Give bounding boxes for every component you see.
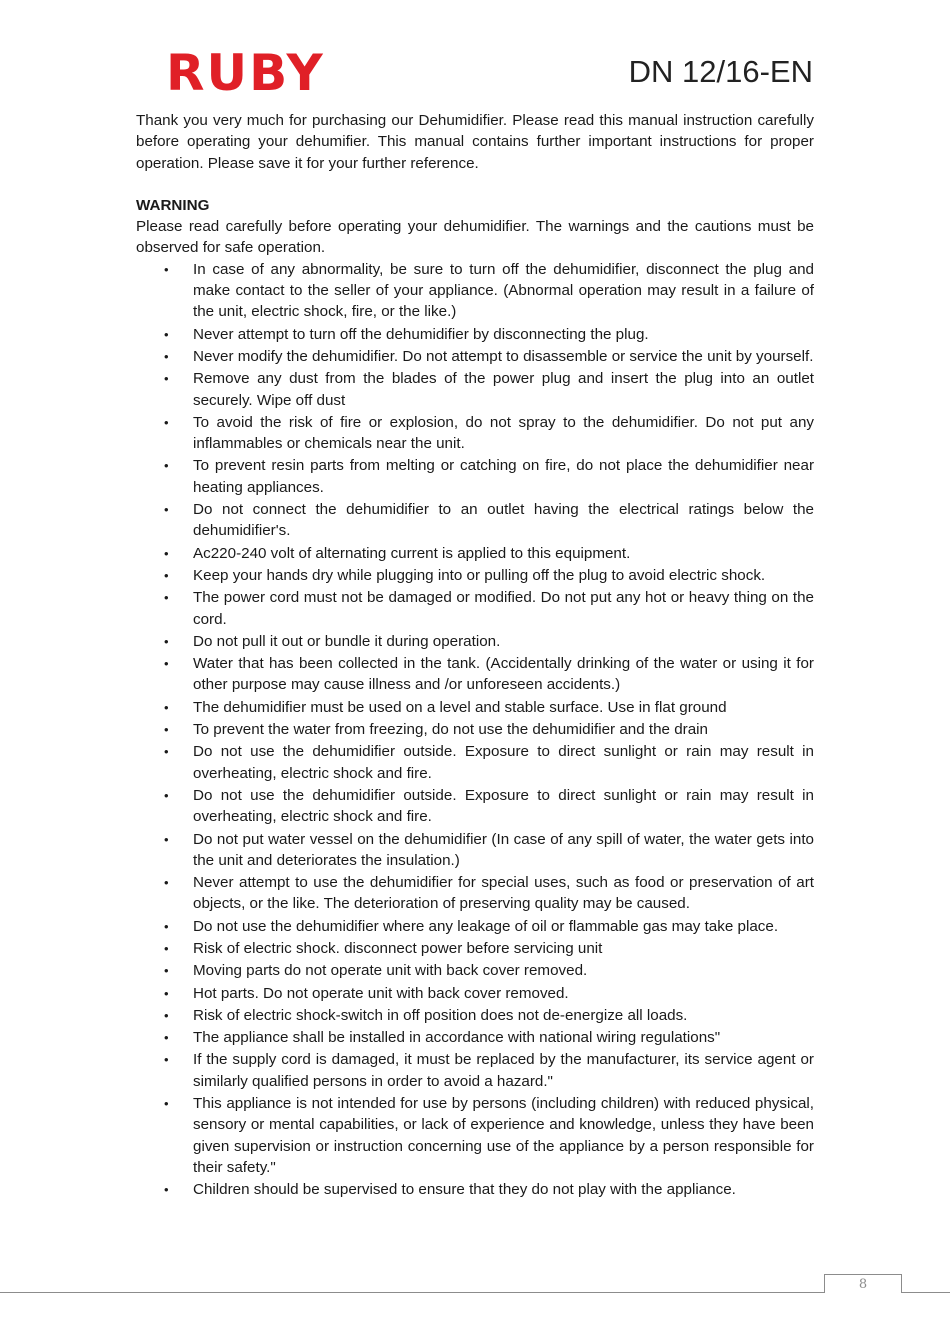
warning-item <box>136 697 814 718</box>
bullet-icon: • <box>164 1096 169 1112</box>
warning-item-text: Never modify the dehumidifier. Do not attempt to disassemble or service the unit by yourself. <box>193 347 814 365</box>
bullet-icon: • <box>164 1007 169 1023</box>
bullet-icon: • <box>164 414 169 430</box>
bullet-icon: • <box>164 787 169 803</box>
warning-item-text: Hot parts. Do not operate unit with back cover removed. <box>193 984 569 1002</box>
document-code: DN 12/16-EN <box>628 54 813 89</box>
warning-item-text: Risk of electric shock. disconnect power before servicing unit <box>193 939 603 957</box>
warning-item <box>136 631 814 652</box>
bullet-icon: • <box>164 567 169 583</box>
warning-item <box>136 960 814 981</box>
warning-item-text: To prevent the water from freezing, do not use the dehumidifier and the drain <box>193 721 708 739</box>
warning-item-text: Ac220-240 volt of alternating current is applied to this equipment. <box>193 544 631 562</box>
bullet-icon: • <box>164 1052 169 1068</box>
warning-item <box>136 741 814 784</box>
warning-item-text: Children should be supervised to ensure that they do not play with the appliance. <box>193 1181 736 1199</box>
warning-item-text: Remove any dust from the blades of the power plug and insert the plug into an outlet securely. Wipe off dust <box>193 370 814 409</box>
warning-item <box>136 653 814 696</box>
warning-item-text: Do not pull it out or bundle it during operation. <box>193 632 501 650</box>
warning-item <box>136 412 814 455</box>
warning-item <box>136 499 814 542</box>
footer-rule <box>0 1292 950 1293</box>
warning-item-text: If the supply cord is damaged, it must be replaced by the manufacturer, its service agent or similarly qualified persons in order to avoid a hazard." <box>193 1051 814 1090</box>
bullet-icon: • <box>164 656 169 672</box>
intro-paragraph: Thank you very much for purchasing our Dehumidifier. Please read this manual instruction carefully before operating your dehumifier. This manual contains further important instructions for proper operation. Please save it for your further reference. <box>136 112 814 172</box>
warning-item <box>136 368 814 411</box>
bullet-icon: • <box>164 261 169 277</box>
bullet-icon: • <box>164 918 169 934</box>
warning-item-text: Do not put water vessel on the dehumidifier (In case of any spill of water, the water gets into the unit and deteriorates the insulation.) <box>193 830 814 869</box>
warning-item-text: Moving parts do not operate unit with back cover removed. <box>193 962 588 980</box>
bullet-icon: • <box>164 744 169 760</box>
warning-item-text: Keep your hands dry while plugging into or pulling off the plug to avoid electric shock. <box>193 566 766 584</box>
warning-heading: WARNING <box>136 196 210 214</box>
warning-item-text: The appliance shall be installed in accordance with national wiring regulations" <box>193 1029 721 1047</box>
warning-item <box>136 829 814 872</box>
brand-logo: RUBY <box>166 44 325 102</box>
warning-item-text: The dehumidifier must be used on a level and stable surface. Use in flat ground <box>193 698 727 716</box>
warning-item <box>136 1027 814 1048</box>
warning-item <box>136 565 814 586</box>
bullet-icon: • <box>164 963 169 979</box>
warning-item <box>136 785 814 828</box>
warning-item-text: Do not use the dehumidifier outside. Exposure to direct sunlight or rain may result in overheating, electric shock and fire. <box>193 743 814 782</box>
warning-item-text: The power cord must not be damaged or modified. Do not put any hot or heavy thing on the cord. <box>193 589 814 628</box>
warning-item-text: Never attempt to turn off the dehumidifier by disconnecting the plug. <box>193 325 649 343</box>
warning-item <box>136 324 814 345</box>
page-number-box <box>824 1274 902 1293</box>
warning-item <box>136 1093 814 1178</box>
bullet-icon: • <box>164 1030 169 1046</box>
warning-item <box>136 916 814 937</box>
warning-item <box>136 455 814 498</box>
bullet-icon: • <box>164 545 169 561</box>
page-number: 8 <box>858 1277 868 1292</box>
bullet-icon: • <box>164 940 169 956</box>
warning-item <box>136 1049 814 1092</box>
warning-item-text: Do not connect the dehumidifier to an outlet having the electrical ratings below the dehumidifier's. <box>193 501 814 540</box>
bullet-icon: • <box>164 371 169 387</box>
warning-item <box>136 1179 814 1200</box>
warning-item <box>136 938 814 959</box>
bullet-icon: • <box>164 875 169 891</box>
warning-item-text: This appliance is not intended for use by persons (including children) with reduced physical, sensory or mental capabilities, or lack of experience and knowledge, unless they have been given supervision or instruction concerning use of the appliance by a person responsible for their safety." <box>193 1095 814 1176</box>
warning-item-text: Risk of electric shock-switch in off position does not de-energize all loads. <box>193 1006 688 1024</box>
warning-item-text: Do not use the dehumidifier where any leakage of oil or flammable gas may take place. <box>193 917 779 935</box>
warning-item-text: Never attempt to use the dehumidifier for special uses, such as food or preservation of art objects, or the like. The deterioration of preserving quality may be caused. <box>193 874 814 913</box>
bullet-icon: • <box>164 722 169 738</box>
bullet-icon: • <box>164 348 169 364</box>
warning-list <box>136 259 814 1201</box>
warning-item <box>136 543 814 564</box>
bullet-icon: • <box>164 831 169 847</box>
warning-item-text: Do not use the dehumidifier outside. Exposure to direct sunlight or rain may result in overheating, electric shock and fire. <box>193 786 814 826</box>
warning-item <box>136 1005 814 1026</box>
warning-item <box>136 346 814 367</box>
warning-lead: Please read carefully before operating your dehumidifier. The warnings and the cautions must be observed for safe operation. <box>136 218 814 257</box>
page-content <box>136 110 814 1202</box>
bullet-icon: • <box>164 326 169 342</box>
warning-item-text: To prevent resin parts from melting or catching on fire, do not place the dehumidifier near heating appliances. <box>193 457 814 496</box>
warning-item <box>136 587 814 630</box>
bullet-icon: • <box>164 1182 169 1198</box>
bullet-icon: • <box>164 458 169 474</box>
warning-item-text: To avoid the risk of fire or explosion, do not spray to the dehumidifier. Do not put any inflammables or chemicals near the unit. <box>193 413 814 453</box>
warning-item <box>136 259 814 323</box>
warning-item <box>136 872 814 915</box>
bullet-icon: • <box>164 699 169 715</box>
warning-item-text: Water that has been collected in the tank. (Accidentally drinking of the water or using it for other purpose may cause illness and /or unforeseen accidents.) <box>193 655 814 694</box>
bullet-icon: • <box>164 502 169 518</box>
bullet-icon: • <box>164 985 169 1001</box>
bullet-icon: • <box>164 590 169 606</box>
warning-item <box>136 719 814 740</box>
warning-item-text: In case of any abnormality, be sure to turn off the dehumidifier, disconnect the plug and make contact to the seller of your appliance. (Abnormal operation may result in a failure of the unit, electric shock, fire, or the like.) <box>193 260 814 321</box>
warning-item <box>136 983 814 1004</box>
bullet-icon: • <box>164 633 169 649</box>
